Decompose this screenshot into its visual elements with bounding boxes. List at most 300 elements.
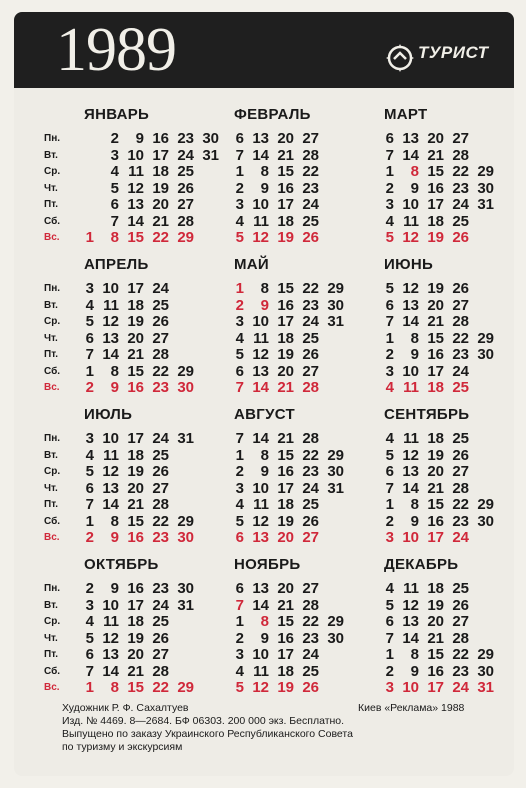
weekday-label: Пн.	[44, 433, 61, 444]
day-number: 4	[85, 446, 94, 464]
day-number: 9	[110, 580, 119, 597]
day-number: 18	[127, 296, 144, 314]
day-number: 30	[177, 580, 194, 597]
day-number: 1	[235, 446, 244, 464]
day-number: 5	[235, 346, 244, 363]
day-number: 6	[110, 196, 119, 213]
day-number: 20	[127, 479, 144, 497]
day-number: 4	[385, 580, 394, 597]
day-number: 14	[402, 629, 419, 647]
weekday-label: Чт.	[44, 482, 58, 494]
day-number: 23	[452, 179, 469, 197]
day-number: 28	[152, 496, 169, 513]
day-number: 26	[302, 679, 319, 696]
day-number: 6	[235, 130, 244, 147]
day-number: 14	[102, 496, 119, 513]
day-number: 23	[302, 629, 319, 647]
day-number: 24	[452, 679, 469, 696]
day-number: 18	[277, 662, 294, 680]
day-number: 27	[452, 130, 469, 147]
day-number: 9	[260, 179, 269, 197]
weekday-label: Пт.	[44, 499, 58, 510]
day-number: 29	[477, 496, 494, 513]
day-number: 12	[252, 679, 269, 696]
day-number: 13	[102, 646, 119, 663]
day-number: 13	[252, 580, 269, 597]
day-number: 6	[385, 613, 394, 630]
day-number: 12	[102, 629, 119, 647]
day-number: 26	[302, 346, 319, 363]
header-band	[14, 12, 514, 88]
day-number: 10	[102, 430, 119, 447]
day-number: 24	[177, 146, 194, 164]
day-number: 3	[385, 679, 394, 696]
day-number: 17	[152, 146, 169, 164]
day-number: 26	[452, 280, 469, 297]
day-number: 24	[152, 596, 169, 614]
weekday-label: Сб.	[44, 665, 61, 677]
month-name: МАРТ	[384, 106, 428, 123]
day-number: 20	[277, 580, 294, 597]
month-name: ОКТЯБРЬ	[84, 556, 159, 573]
weekday-label: Чт.	[44, 632, 58, 644]
day-number: 14	[252, 146, 269, 164]
day-number: 31	[327, 313, 344, 330]
weekday-label: Вс.	[44, 382, 60, 393]
day-number: 19	[427, 446, 444, 464]
day-number: 17	[427, 196, 444, 213]
month-12	[384, 556, 514, 696]
day-number: 1	[385, 329, 394, 347]
day-number: 29	[177, 679, 194, 696]
day-number: 30	[327, 296, 344, 314]
day-number: 9	[410, 346, 419, 363]
day-number: 18	[127, 613, 144, 630]
day-number: 31	[327, 479, 344, 497]
day-number: 28	[302, 430, 319, 447]
day-number: 1	[235, 613, 244, 630]
day-number: 11	[253, 329, 269, 347]
day-number: 29	[177, 362, 194, 380]
day-number: 7	[385, 629, 394, 647]
day-number: 26	[152, 629, 169, 647]
day-number: 29	[327, 446, 344, 464]
day-number: 16	[127, 379, 144, 396]
day-number: 18	[152, 163, 169, 180]
day-number: 29	[327, 280, 344, 297]
day-number: 10	[402, 679, 419, 696]
day-number: 11	[403, 580, 419, 597]
weekday-label: Ср.	[44, 616, 61, 627]
day-number: 10	[252, 196, 269, 213]
day-number: 6	[85, 479, 94, 497]
day-number: 21	[427, 313, 444, 330]
day-number: 22	[452, 496, 469, 513]
day-number: 26	[152, 313, 169, 330]
day-number: 28	[452, 479, 469, 497]
day-number: 27	[452, 463, 469, 480]
day-number: 2	[85, 580, 94, 597]
day-number: 10	[102, 596, 119, 614]
day-number: 15	[277, 613, 294, 630]
day-number: 21	[127, 346, 144, 363]
day-number: 19	[152, 179, 169, 197]
day-number: 9	[260, 629, 269, 647]
day-number: 5	[110, 179, 119, 197]
day-number: 25	[152, 613, 169, 630]
day-number: 5	[85, 313, 94, 330]
day-number: 15	[127, 512, 144, 530]
day-number: 18	[277, 329, 294, 347]
day-number: 22	[302, 446, 319, 464]
day-number: 27	[302, 362, 319, 380]
day-number: 6	[235, 580, 244, 597]
weekday-label: Вс.	[44, 532, 60, 543]
day-number: 12	[102, 463, 119, 480]
day-number: 30	[477, 346, 494, 363]
day-number: 21	[277, 146, 294, 164]
day-number: 25	[302, 662, 319, 680]
day-number: 13	[102, 329, 119, 347]
day-number: 7	[85, 662, 94, 680]
day-number: 12	[252, 229, 269, 246]
day-number: 31	[202, 146, 219, 164]
day-number: 1	[85, 512, 94, 530]
day-number: 12	[252, 512, 269, 530]
day-number: 11	[253, 662, 269, 680]
day-number: 22	[302, 613, 319, 630]
day-number: 13	[252, 362, 269, 380]
day-number: 21	[427, 146, 444, 164]
day-number: 23	[177, 130, 194, 147]
day-number: 10	[402, 529, 419, 546]
day-number: 11	[103, 613, 119, 630]
day-number: 30	[327, 463, 344, 480]
day-number: 13	[127, 196, 144, 213]
day-number: 3	[110, 146, 119, 164]
day-number: 29	[477, 646, 494, 663]
day-number: 9	[410, 179, 419, 197]
day-number: 8	[410, 163, 419, 180]
day-number: 5	[235, 229, 244, 246]
day-number: 20	[427, 130, 444, 147]
day-number: 2	[235, 179, 244, 197]
day-number: 22	[452, 329, 469, 347]
day-number: 18	[277, 212, 294, 230]
day-number: 22	[152, 229, 169, 246]
edition-line: Изд. № 4469. 8—2684. БФ 06303. 200 000 экз. Бесплатно.	[62, 715, 345, 727]
day-number: 2	[385, 512, 394, 530]
day-number: 26	[452, 446, 469, 464]
weekday-label: Пт.	[44, 349, 58, 360]
day-number: 30	[477, 179, 494, 197]
day-number: 4	[235, 329, 244, 347]
day-number: 8	[260, 613, 269, 630]
day-number: 30	[327, 629, 344, 647]
day-number: 23	[302, 296, 319, 314]
day-number: 12	[127, 179, 144, 197]
day-number: 24	[152, 430, 169, 447]
day-number: 3	[85, 430, 94, 447]
day-number: 5	[385, 280, 394, 297]
day-number: 31	[477, 196, 494, 213]
day-number: 5	[385, 446, 394, 464]
day-number: 18	[277, 496, 294, 513]
day-number: 24	[302, 479, 319, 497]
day-number: 21	[277, 430, 294, 447]
day-number: 21	[277, 379, 294, 396]
day-number: 20	[127, 329, 144, 347]
day-number: 23	[152, 529, 169, 546]
day-number: 20	[427, 613, 444, 630]
day-number: 16	[427, 512, 444, 530]
day-number: 19	[127, 463, 144, 480]
day-number: 25	[152, 296, 169, 314]
day-number: 1	[385, 163, 394, 180]
day-number: 10	[252, 313, 269, 330]
day-number: 22	[152, 512, 169, 530]
day-number: 8	[260, 446, 269, 464]
day-number: 10	[402, 362, 419, 380]
day-number: 13	[402, 130, 419, 147]
order-line-1: Выпущено по заказу Украинского Республиканского Совета	[62, 728, 353, 740]
day-number: 24	[302, 313, 319, 330]
day-number: 10	[252, 479, 269, 497]
day-number: 20	[277, 362, 294, 380]
day-number: 8	[260, 280, 269, 297]
day-number: 10	[102, 280, 119, 297]
day-number: 14	[252, 379, 269, 396]
day-number: 29	[477, 329, 494, 347]
day-number: 22	[452, 163, 469, 180]
day-number: 16	[152, 130, 169, 147]
day-number: 8	[110, 229, 119, 246]
day-number: 3	[385, 362, 394, 380]
day-number: 16	[427, 662, 444, 680]
day-number: 23	[302, 179, 319, 197]
day-number: 11	[253, 496, 269, 513]
day-number: 25	[452, 379, 469, 396]
month-name: АВГУСТ	[234, 406, 295, 423]
day-number: 6	[385, 130, 394, 147]
day-number: 20	[277, 529, 294, 546]
day-number: 11	[103, 446, 119, 464]
day-number: 27	[452, 296, 469, 314]
day-number: 6	[385, 463, 394, 480]
month-3	[384, 106, 514, 246]
day-number: 9	[260, 463, 269, 480]
day-number: 24	[152, 280, 169, 297]
day-number: 24	[452, 196, 469, 213]
day-number: 25	[452, 580, 469, 597]
month-6	[384, 256, 514, 396]
day-number: 3	[85, 596, 94, 614]
day-number: 16	[277, 629, 294, 647]
day-number: 23	[152, 580, 169, 597]
day-number: 25	[302, 329, 319, 347]
day-number: 14	[102, 662, 119, 680]
day-number: 16	[427, 346, 444, 363]
day-number: 23	[302, 463, 319, 480]
day-number: 2	[385, 662, 394, 680]
day-number: 16	[127, 580, 144, 597]
year-title: 1989	[56, 16, 176, 84]
day-number: 1	[385, 646, 394, 663]
day-number: 28	[302, 146, 319, 164]
day-number: 14	[252, 430, 269, 447]
day-number: 30	[477, 512, 494, 530]
day-number: 28	[152, 662, 169, 680]
artist-line: Художник Р. Ф. Сахалтуев	[62, 702, 189, 714]
day-number: 11	[403, 379, 419, 396]
day-number: 2	[385, 179, 394, 197]
day-number: 30	[202, 130, 219, 147]
logo-text: ТУРИСТ	[418, 43, 489, 62]
turist-logo	[384, 42, 496, 74]
day-number: 7	[235, 379, 244, 396]
day-number: 9	[410, 512, 419, 530]
weekday-label: Вт.	[44, 599, 58, 611]
day-number: 1	[85, 362, 94, 380]
day-number: 7	[110, 212, 119, 230]
day-number: 8	[110, 679, 119, 696]
day-number: 28	[452, 146, 469, 164]
day-number: 14	[102, 346, 119, 363]
weekday-label: Ср.	[44, 466, 61, 477]
day-number: 20	[427, 296, 444, 314]
day-number: 8	[410, 646, 419, 663]
day-number: 19	[427, 596, 444, 614]
day-number: 27	[302, 580, 319, 597]
month-name: АПРЕЛЬ	[84, 256, 149, 273]
day-number: 16	[277, 179, 294, 197]
day-number: 7	[235, 430, 244, 447]
day-number: 7	[385, 146, 394, 164]
day-number: 2	[235, 463, 244, 480]
day-number: 16	[277, 296, 294, 314]
day-number: 17	[127, 280, 144, 297]
day-number: 13	[252, 529, 269, 546]
weekday-label: Вс.	[44, 232, 60, 243]
weekday-label: Пт.	[44, 649, 58, 660]
day-number: 3	[235, 646, 244, 663]
day-number: 23	[452, 662, 469, 680]
month-name: МАЙ	[234, 256, 270, 273]
day-number: 6	[85, 646, 94, 663]
day-number: 14	[402, 479, 419, 497]
day-number: 28	[302, 379, 319, 396]
day-number: 18	[127, 446, 144, 464]
day-number: 26	[452, 229, 469, 246]
day-number: 29	[327, 613, 344, 630]
day-number: 15	[427, 496, 444, 513]
day-number: 29	[477, 163, 494, 180]
day-number: 25	[302, 212, 319, 230]
day-number: 27	[152, 329, 169, 347]
day-number: 12	[252, 346, 269, 363]
weekday-label: Ср.	[44, 316, 61, 327]
day-number: 23	[452, 512, 469, 530]
day-number: 17	[277, 196, 294, 213]
day-number: 31	[177, 430, 194, 447]
day-number: 27	[302, 130, 319, 147]
day-number: 18	[427, 430, 444, 447]
day-number: 5	[85, 463, 94, 480]
day-number: 13	[252, 130, 269, 147]
day-number: 31	[477, 679, 494, 696]
day-number: 2	[385, 346, 394, 363]
day-number: 25	[452, 212, 469, 230]
day-number: 6	[385, 296, 394, 314]
day-number: 22	[152, 679, 169, 696]
day-number: 14	[252, 596, 269, 614]
day-number: 3	[235, 313, 244, 330]
day-number: 28	[452, 629, 469, 647]
day-number: 4	[85, 296, 94, 314]
day-number: 16	[277, 463, 294, 480]
day-number: 3	[235, 479, 244, 497]
weekday-label: Сб.	[44, 365, 61, 377]
day-number: 15	[277, 163, 294, 180]
day-number: 26	[452, 596, 469, 614]
day-number: 1	[235, 163, 244, 180]
day-number: 3	[85, 280, 94, 297]
day-number: 7	[385, 479, 394, 497]
day-number: 22	[452, 646, 469, 663]
day-number: 30	[177, 529, 194, 546]
weekday-label: Вт.	[44, 299, 58, 311]
day-number: 6	[85, 329, 94, 347]
day-number: 4	[385, 430, 394, 447]
day-number: 15	[127, 229, 144, 246]
weekday-label: Ср.	[44, 166, 61, 177]
day-number: 17	[127, 596, 144, 614]
day-number: 8	[410, 329, 419, 347]
day-number: 9	[135, 130, 144, 147]
day-number: 26	[152, 463, 169, 480]
day-number: 15	[127, 362, 144, 380]
day-number: 27	[452, 613, 469, 630]
day-number: 4	[110, 163, 119, 180]
day-number: 5	[385, 596, 394, 614]
weekday-label: Чт.	[44, 182, 58, 194]
day-number: 14	[402, 313, 419, 330]
day-number: 21	[427, 629, 444, 647]
month-name: ФЕВРАЛЬ	[234, 106, 311, 123]
day-number: 5	[385, 229, 394, 246]
month-name: НОЯБРЬ	[234, 556, 301, 573]
month-name: ДЕКАБРЬ	[384, 556, 459, 573]
day-number: 21	[277, 596, 294, 614]
day-number: 18	[427, 580, 444, 597]
day-number: 19	[277, 679, 294, 696]
weekday-label: Сб.	[44, 215, 61, 227]
day-number: 28	[452, 313, 469, 330]
day-number: 3	[385, 196, 394, 213]
day-number: 15	[277, 280, 294, 297]
day-number: 21	[127, 662, 144, 680]
weekday-label: Пт.	[44, 199, 58, 210]
day-number: 19	[427, 229, 444, 246]
day-number: 3	[235, 196, 244, 213]
day-number: 4	[235, 496, 244, 513]
day-number: 5	[235, 679, 244, 696]
day-number: 26	[177, 179, 194, 197]
day-number: 11	[253, 212, 269, 230]
day-number: 13	[402, 296, 419, 314]
day-number: 10	[252, 646, 269, 663]
weekday-label: Вт.	[44, 449, 58, 461]
